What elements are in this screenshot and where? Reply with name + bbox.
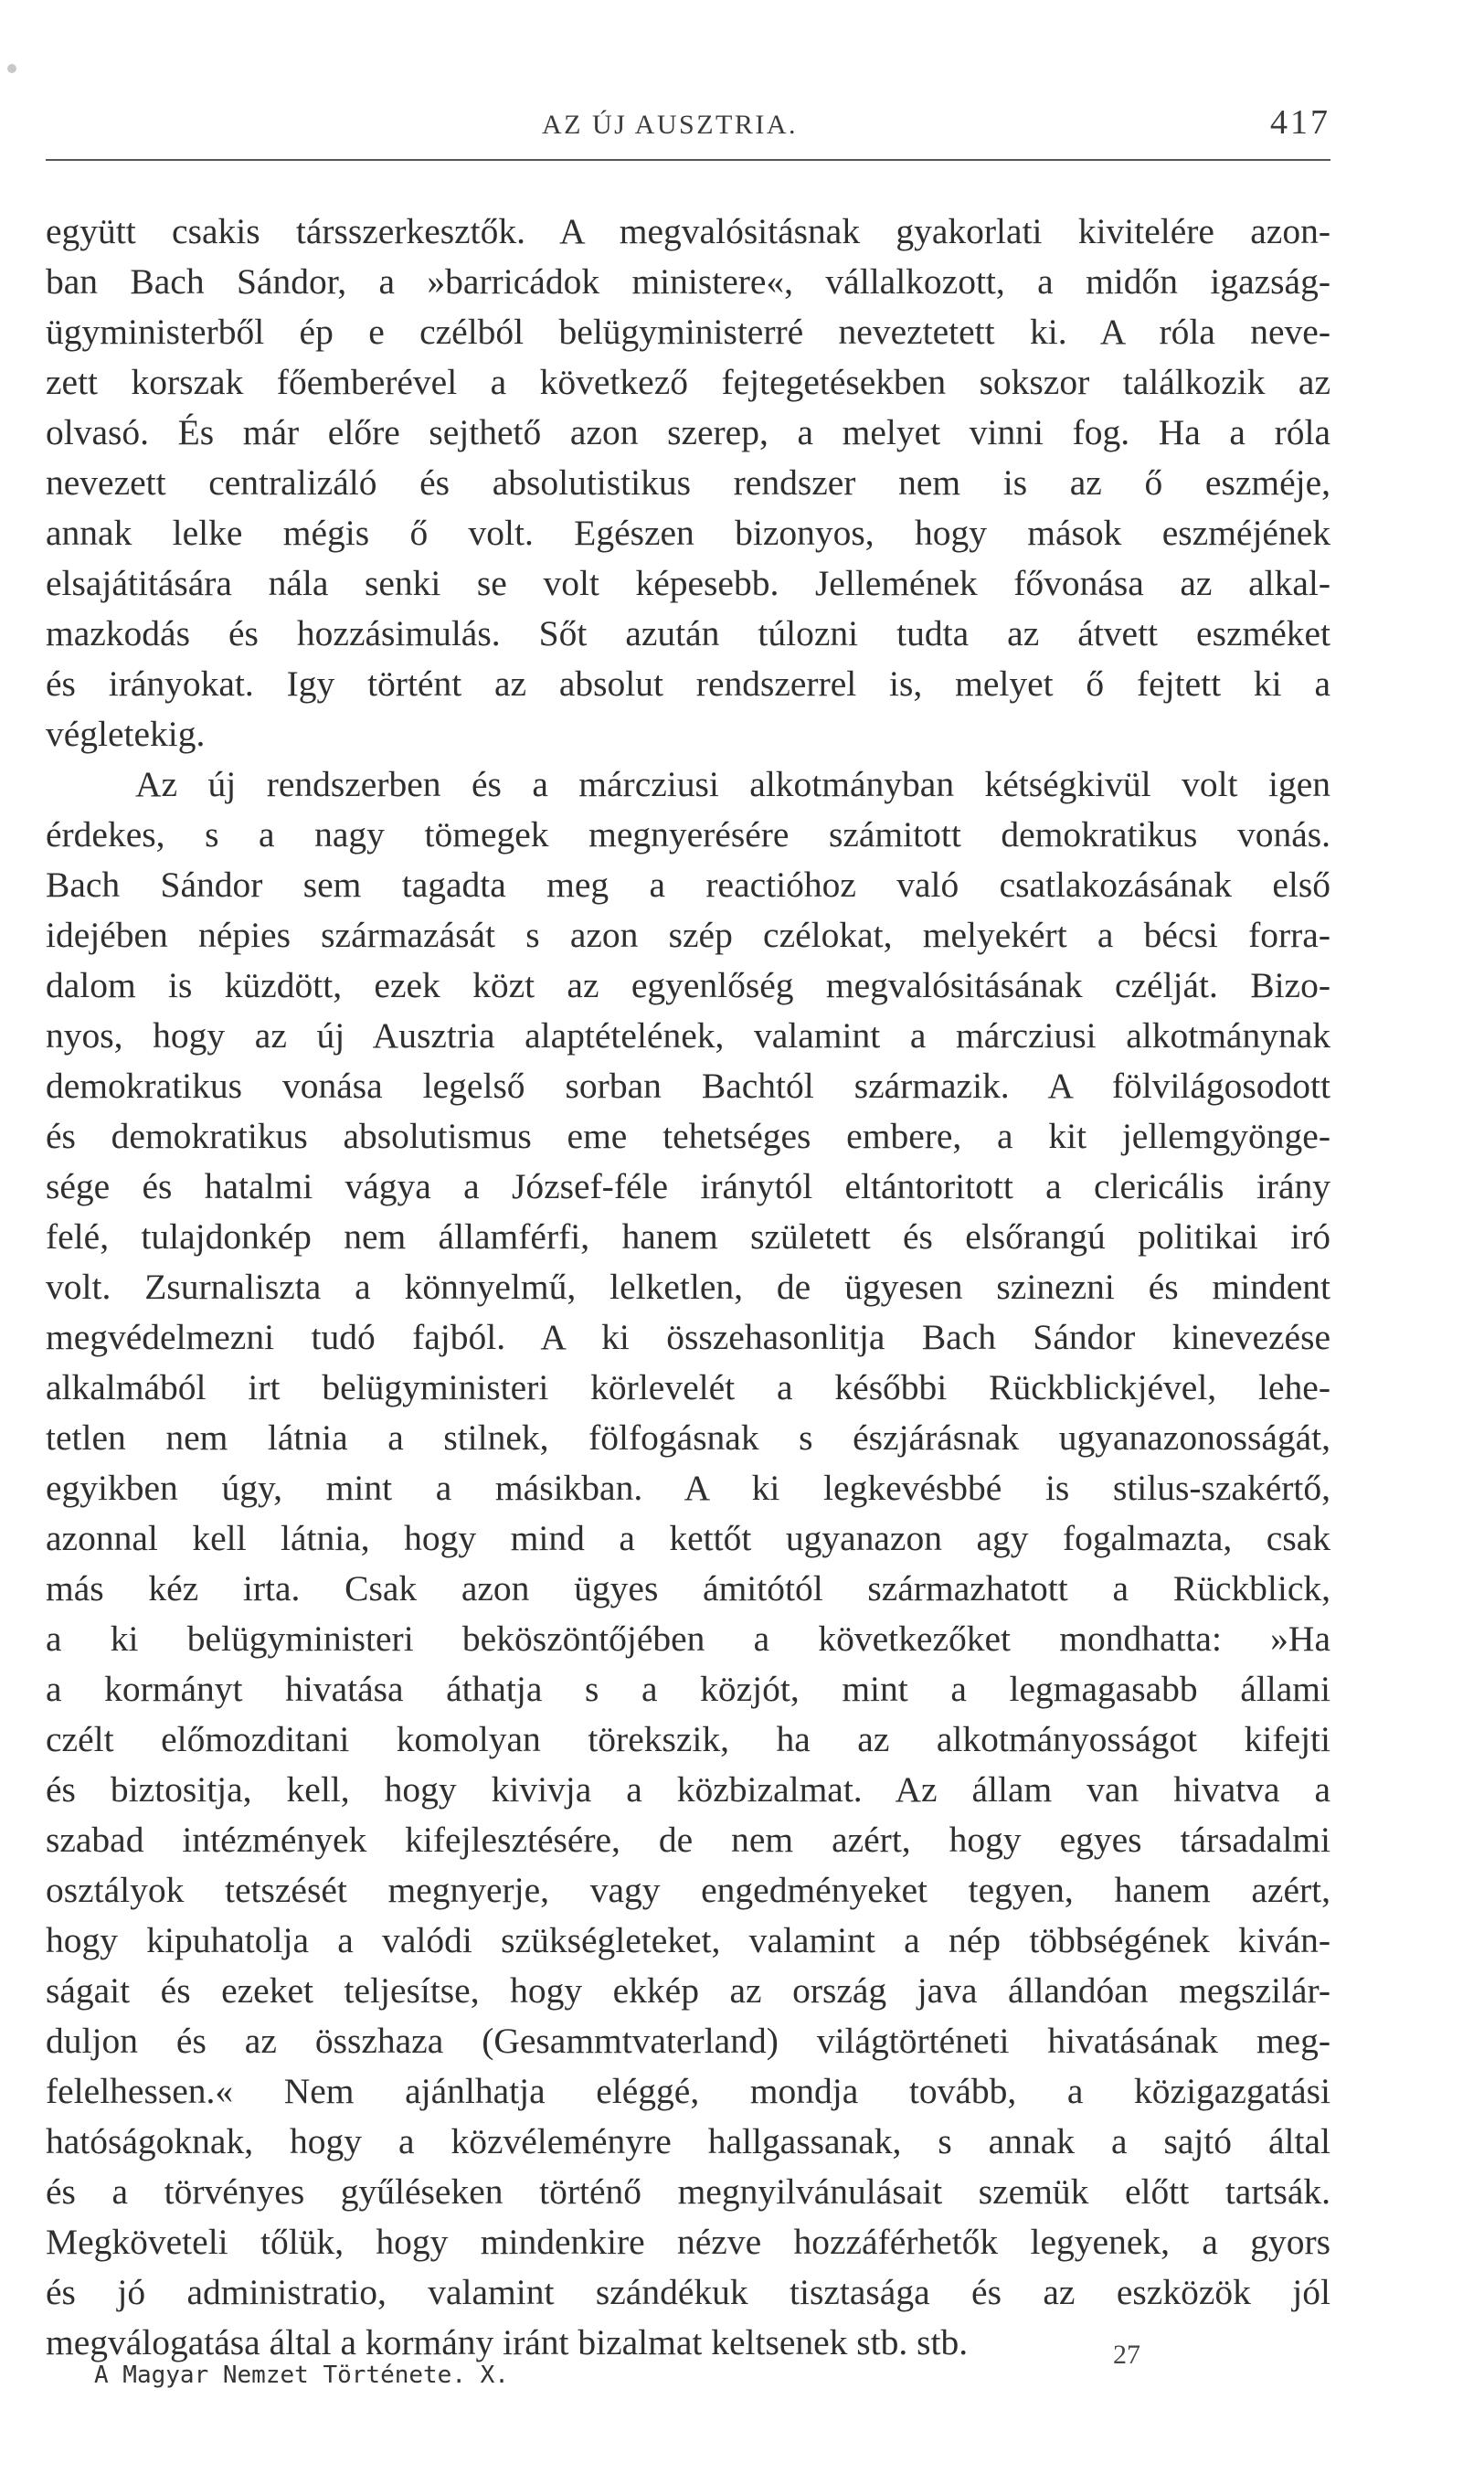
text-line: alkalmából irt belügyministeri körlevelét a későbbi Rückblickjével, lehe-: [46, 1367, 1330, 1407]
text-line: Bach Sándor sem tagadta meg a reactióhoz való csatlakozásának első: [46, 865, 1330, 905]
text-line: osztályok tetszését megnyerje, vagy engedményeket tegyen, hanem azért,: [46, 1870, 1330, 1910]
text-line: hatóságoknak, hogy a közvéleményre hallgassanak, s annak a sajtó által: [46, 2121, 1330, 2161]
text-line: együtt csakis társszerkesztők. A megvalósitásnak gyakorlati kivitelére azon-: [46, 211, 1330, 251]
text-line: és a törvényes gyűléseken történő megnyilvánulásait szemük előtt tartsák.: [46, 2171, 1330, 2212]
text-line: Az új rendszerben és a márcziusi alkotmányban kétségkivül volt igen: [135, 764, 1330, 804]
text-line: hogy kipuhatolja a valódi szükségleteket, valamint a nép többségének kiván-: [46, 1920, 1330, 1960]
running-title: AZ ÚJ AUSZTRIA.: [542, 110, 799, 140]
book-title-footer: A Magyar Nemzet Története. X.: [94, 2362, 509, 2389]
text-line: azonnal kell látnia, hogy mind a kettőt ugyanazon agy fogalmazta, csak: [46, 1518, 1330, 1558]
text-line: volt. Zsurnaliszta a könnyelmű, lelketlen, de ügyesen szinezni és mindent: [46, 1267, 1330, 1307]
text-line: nyos, hogy az új Ausztria alaptételének, valamint a márcziusi alkotmánynak: [46, 1015, 1330, 1056]
text-line: más kéz irta. Csak azon ügyes ámitótól származhatott a Rückblick,: [46, 1568, 1330, 1608]
text-line: érdekes, s a nagy tömegek megnyerésére számitott demokratikus vonás.: [46, 814, 1330, 855]
text-line: olvasó. És már előre sejthető azon szerep, a melyet vinni fog. Ha a róla: [46, 412, 1330, 452]
text-line: felé, tulajdonkép nem államférfi, hanem született és elsőrangú politikai iró: [46, 1216, 1330, 1257]
text-line: ban Bach Sándor, a »barricádok ministere«, vállalkozott, a midőn igazság-: [46, 261, 1330, 302]
running-head: [46, 102, 1330, 157]
text-line: idejében népies származását s azon szép czélokat, melyekért a bécsi forra-: [46, 915, 1330, 955]
text-line: szabad intézmények kifejlesztésére, de nem azért, hogy egyes társadalmi: [46, 1820, 1330, 1860]
body-text: [46, 207, 1330, 2368]
text-line: mazkodás és hozzásimulás. Sőt azután túlozni tudta az átvett eszméket: [46, 613, 1330, 653]
text-line: tetlen nem látnia a stilnek, fölfogásnak s észjárásnak ugyanazonosságát,: [46, 1417, 1330, 1458]
text-line: a kormányt hivatása áthatja s a közjót, mint a legmagasabb állami: [46, 1669, 1330, 1709]
text-line: és jó administratio, valamint szándékuk tisztasága és az eszközök jól: [46, 2272, 1330, 2312]
text-line: megvédelmezni tudó fajból. A ki összehasonlitja Bach Sándor kinevezése: [46, 1317, 1330, 1357]
text-line: czélt előmozditani komolyan törekszik, ha az alkotmányosságot kifejti: [46, 1719, 1330, 1759]
text-line: duljon és az összhaza (Gesammtvaterland) világtörténeti hivatásának meg-: [46, 2021, 1330, 2061]
text-line: dalom is küzdött, ezek közt az egyenlőség megvalósitásának czélját. Bizo-: [46, 965, 1330, 1005]
text-line: megválogatása által a kormány iránt bizalmat keltsenek stb. stb.: [46, 2322, 969, 2362]
text-line: a ki belügyministeri beköszöntőjében a következőket mondhatta: »Ha: [46, 1619, 1330, 1659]
text-line: annak lelke mégis ő volt. Egészen bizonyos, hogy mások eszméjének: [46, 513, 1330, 553]
margin-speck: [7, 64, 16, 73]
text-line: és biztositja, kell, hogy kivivja a közbizalmat. Az állam van hivatva a: [46, 1769, 1330, 1810]
text-line: zett korszak főemberével a következő fejtegetésekben sokszor találkozik az: [46, 362, 1330, 402]
text-line: és demokratikus absolutismus eme tehetséges embere, a kit jellemgyönge-: [46, 1116, 1330, 1156]
text-line: nevezett centralizáló és absolutistikus rendszer nem is az ő eszméje,: [46, 462, 1330, 503]
header-rule: [46, 159, 1330, 161]
text-line: ságait és ezeket teljesítse, hogy ekkép az ország java állandóan megszilár-: [46, 1970, 1330, 2011]
text-line: Megköveteli tőlük, hogy mindenkire nézve hozzáférhetők legyenek, a gyors: [46, 2222, 1330, 2262]
text-line: ügyministerből ép e czélból belügyministerré neveztetett ki. A róla neve-: [46, 312, 1330, 352]
text-line: demokratikus vonása legelső sorban Bachtól származik. A fölvilágosodott: [46, 1066, 1330, 1106]
signature-mark: 27: [1113, 2340, 1140, 2370]
text-line: végletekig.: [46, 714, 206, 754]
text-line: sége és hatalmi vágya a József-féle iránytól eltántoritott a clericális irány: [46, 1166, 1330, 1206]
text-line: és irányokat. Igy történt az absolut rendszerrel is, melyet ő fejtett ki a: [46, 663, 1330, 704]
text-line: elsajátitására nála senki se volt képesebb. Jellemének fővonása az alkal-: [46, 563, 1330, 603]
page-number: 417: [1270, 103, 1330, 142]
text-line: felelhessen.« Nem ajánlhatja eléggé, mondja tovább, a közigazgatási: [46, 2071, 1330, 2111]
text-line: egyikben úgy, mint a másikban. A ki legkevésbbé is stilus-szakértő,: [46, 1468, 1330, 1508]
